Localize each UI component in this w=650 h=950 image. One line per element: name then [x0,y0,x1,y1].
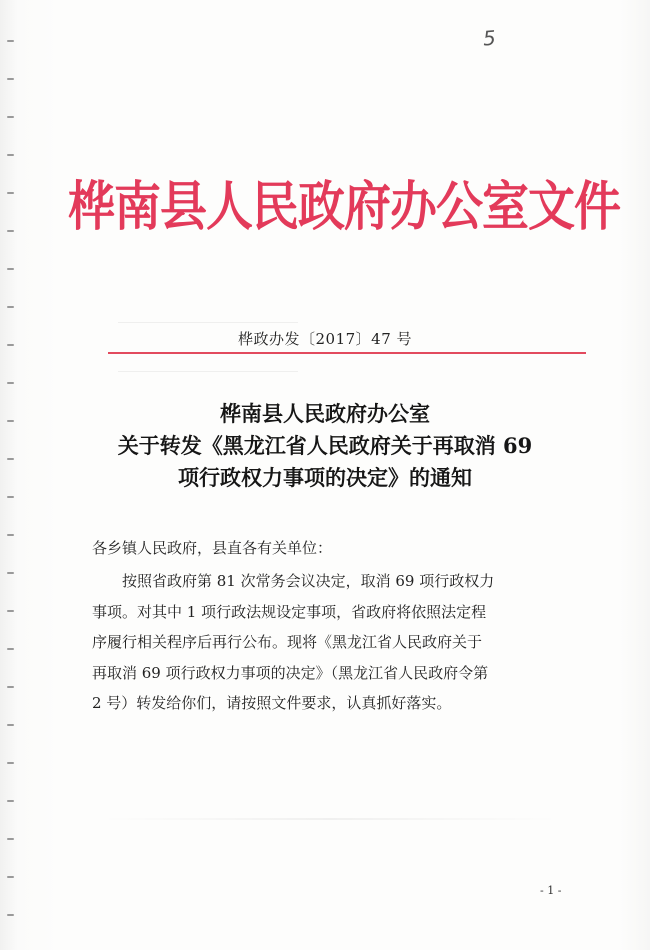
title-line-2: 关于转发《黑龙江省人民政府关于再取消 69 [117,433,533,458]
binding-margin-marks [7,40,15,920]
body-line-2: 事项。对其中 1 项行政法规设定事项，省政府将依照法定程 [92,602,487,621]
scan-artifact [100,818,560,820]
body-line-3: 序履行相关程序后再行公布。现将《黑龙江省人民政府关于 [92,633,483,651]
body-paragraph [92,566,572,719]
masthead-title: 桦南县人民政府办公室文件 [68,176,620,239]
addressee-line: 各乡镇人民政府，县直各有关单位： [92,539,333,557]
title-line-3: 项行政权力事项的决定》的通知 [178,465,472,490]
body-line-5: 2 号）转发给你们，请按照文件要求，认真抓好落实。 [92,694,452,712]
red-separator-line [108,352,586,354]
document-number: 桦政办发〔2017〕47 号 [237,330,413,348]
handwritten-note: 5 [482,25,498,51]
body-line-1: 按照省政府第 81 次常务会议决定，取消 69 项行政权力 [122,572,495,590]
page-number: - 1 - [540,884,562,897]
body-line-4: 再取消 69 项行政权力事项的决定》（黑龙江省人民政府令第 [92,663,489,682]
notice-title [60,398,590,494]
title-line-1: 桦南县人民政府办公室 [220,401,430,426]
